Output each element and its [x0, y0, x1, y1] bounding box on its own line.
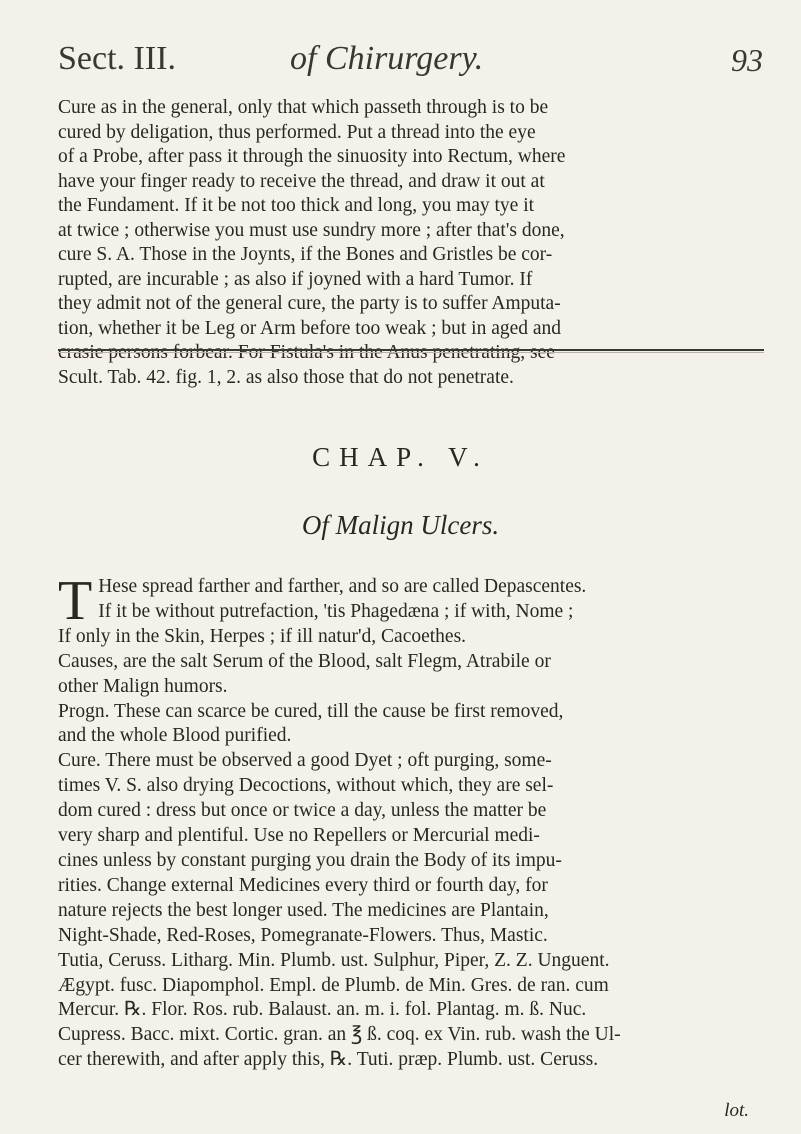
text-line: If it be without putrefaction, 'tis Phagedæna ; if with, Nome ;: [98, 600, 574, 622]
text-line: other Malign humors.: [58, 675, 228, 697]
text-line: cines unless by constant purging you drain the Body of its impu-: [58, 849, 562, 871]
text-line: nature rejects the best longer used. The medicines are Plantain,: [58, 899, 549, 921]
text-line: [58, 341, 762, 366]
text-line: at twice ; otherwise you must use sundry more ; after that's done,: [58, 219, 565, 241]
drop-cap: T: [58, 570, 93, 632]
chapter-body: [58, 570, 764, 1073]
chapter-title: Of Malign Ulcers.: [301, 510, 500, 540]
text-line: tion, whether it be Leg or Arm before too weak ; but in aged and: [58, 317, 562, 339]
text-line: cer therewith, and after apply this, ℞. Tuti. præp. Plumb. ust. Ceruss.: [58, 1049, 599, 1071]
text-line: Scult. Tab. 42. fig. 1, 2. as also those that do not penetrate.: [58, 366, 514, 388]
text-line: and the whole Blood purified.: [58, 725, 292, 747]
text-line: Cure. There must be observed a good Dyet ; oft purging, some-: [58, 750, 552, 772]
text-line: dom cured : dress but once or twice a day, unless the matter be: [58, 800, 547, 822]
text-line: times V. S. also drying Decoctions, without which, they are sel-: [58, 775, 554, 797]
section-label: Sect. III.: [58, 40, 177, 77]
text-line: have your finger ready to receive the thread, and draw it out at: [58, 170, 545, 192]
section-divider: [58, 349, 764, 351]
text-line: Progn. These can scarce be cured, till the cause be first removed,: [58, 700, 564, 722]
text-line: Hese spread farther and farther, and so are called Depascentes.: [98, 576, 587, 597]
chapter-heading: CHAP. V.: [312, 442, 489, 472]
top-paragraph: [58, 96, 762, 390]
text-line: Cupress. Bacc. mixt. Cortic. gran. an ℥ ß. coq. ex Vin. rub. wash the Ul-: [58, 1024, 621, 1046]
section-divider-shadow: [58, 352, 764, 353]
text-line: Night-Shade, Red-Roses, Pomegranate-Flowers. Thus, Mastic.: [58, 924, 548, 946]
text-line: they admit not of the general cure, the party is to suffer Amputa-: [58, 293, 561, 314]
text-line: rities. Change external Medicines every third or fourth day, for: [58, 874, 548, 896]
text-line: Cure as in the general, only that which passeth through is to be: [58, 97, 549, 118]
text-line: Mercur. ℞. Flor. Ros. rub. Balaust. an. m. i. fol. Plantag. m. ß. Nuc.: [58, 999, 587, 1021]
text-line: If only in the Skin, Herpes ; if ill natur'd, Cacoethes.: [58, 625, 467, 647]
book-title: of Chirurgery.: [290, 40, 484, 77]
text-line: Causes, are the salt Serum of the Blood, salt Flegm, Atrabile or: [58, 650, 551, 672]
text-line: Tutia, Ceruss. Litharg. Min. Plumb. ust. Sulphur, Piper, Z. Z. Unguent.: [58, 949, 610, 971]
text-line: cured by deligation, thus performed. Put a thread into the eye: [58, 121, 536, 143]
page-number: 93: [731, 42, 763, 78]
text-line: of a Probe, after pass it through the sinuosity into Rectum, where: [58, 146, 566, 167]
text-line: Ægypt. fusc. Diapomphol. Empl. de Plumb. de Min. Gres. de ran. cum: [58, 974, 609, 996]
catchword: lot.: [724, 1100, 749, 1121]
text-line: the Fundament. If it be not too thick and long, you may tye it: [58, 195, 535, 216]
text-line: rupted, are incurable ; as also if joyned with a hard Tumor. If: [58, 268, 533, 290]
text-line: cure S. A. Those in the Joynts, if the Bones and Gristles be cor-: [58, 244, 553, 265]
text-line: very sharp and plentiful. Use no Repellers or Mercurial medi-: [58, 825, 540, 847]
running-head: [58, 40, 763, 90]
